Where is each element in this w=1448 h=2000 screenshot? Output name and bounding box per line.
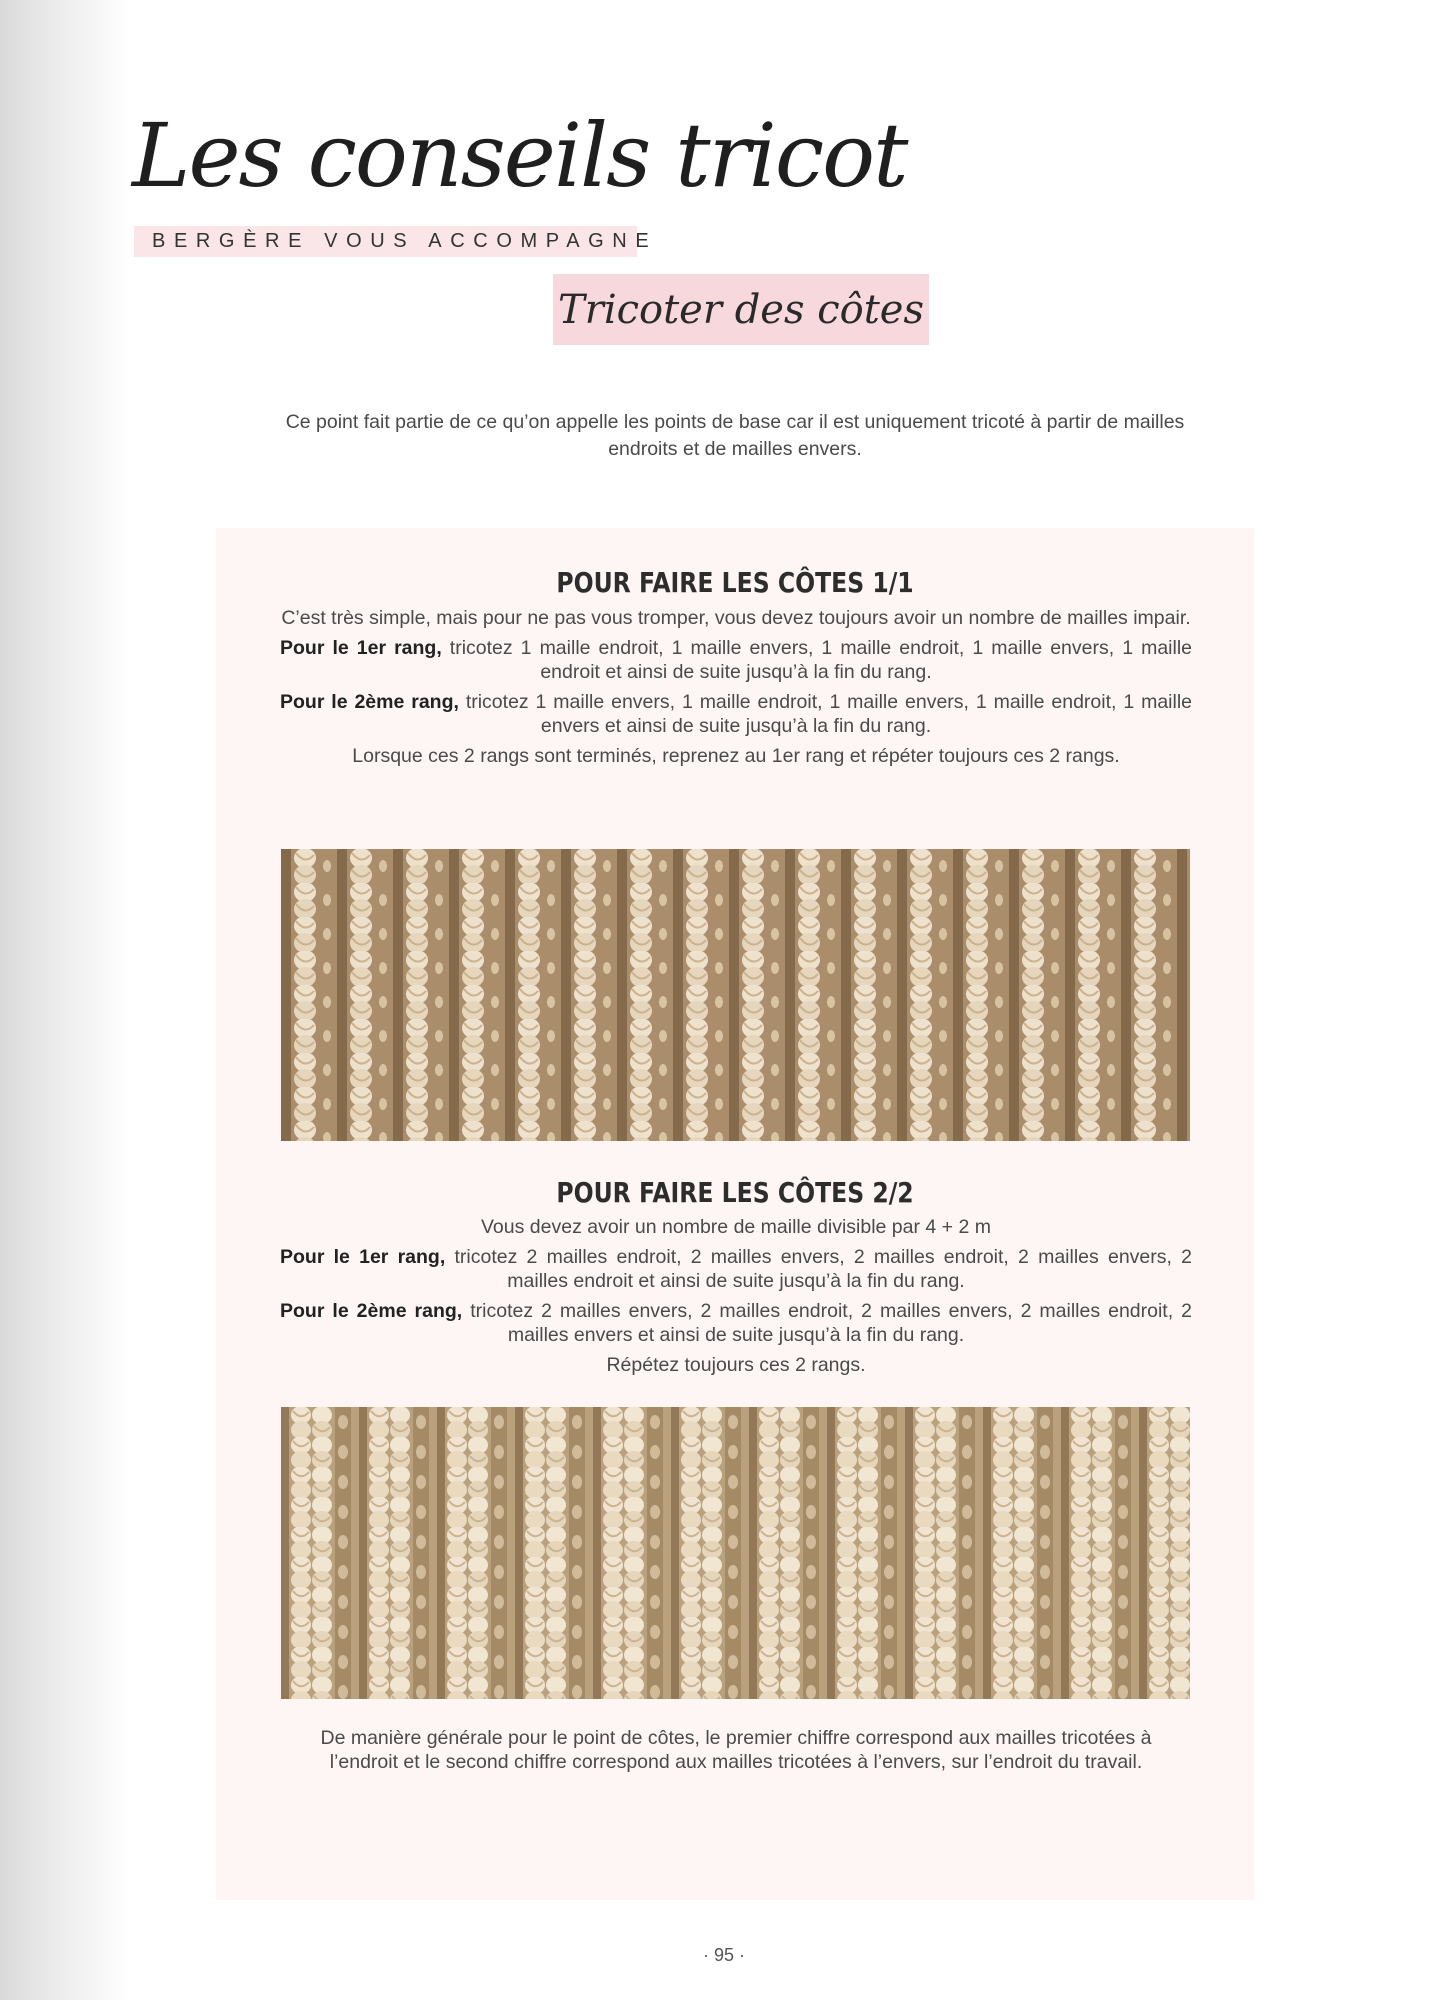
general-note: De manière générale pour le point de côtes, le premier chiffre correspond aux mailles tricotées à l’endroit et le second chiffre correspond aux mailles tricotées à l’envers, sur l’endroit du travail. — [320, 1727, 1152, 1773]
rib-2-2-row1 — [280, 1245, 1192, 1293]
rib-1-1-row1-text: tricotez 1 maille endroit, 1 maille envers, 1 maille endroit, 1 maille envers, 1 maille endroit et ainsi de suite jusqu’à la fin du rang. — [449, 637, 1193, 683]
rib-2-2-row2-text: tricotez 2 mailles envers, 2 mailles endroit, 2 mailles envers, 2 mailles endroit, 2 mailles envers et ainsi de suite jusqu’à la fin du rang. — [470, 1300, 1192, 1346]
rib-2-2-row2-label: Pour le 2ème rang, — [280, 1300, 463, 1322]
page-title: Les conseils tricot — [132, 104, 907, 207]
rib-1-1-photo — [281, 849, 1190, 1141]
page-gutter-shadow — [0, 0, 130, 2000]
page-subtitle: BERGÈRE VOUS ACCOMPAGNE — [152, 230, 658, 252]
knit-texture-2-2 — [281, 1407, 1190, 1699]
rib-2-2-instructions — [280, 1215, 1192, 1377]
rib-1-1-row1 — [280, 636, 1192, 684]
rib-1-1-instructions — [280, 606, 1192, 768]
rib-2-2-closing: Répétez toujours ces 2 rangs. — [606, 1354, 866, 1376]
rib-2-2-heading: POUR FAIRE LES CÔTES 2/2 — [556, 1176, 914, 1209]
rib-1-1-row2 — [280, 690, 1192, 738]
intro-paragraph: Ce point fait partie de ce qu’on appelle les points de base car il est uniquement tricoté à partir de mailles endroits et de mailles envers. — [285, 411, 1185, 460]
rib-2-2-intro: Vous devez avoir un nombre de maille divisible par 4 + 2 m — [481, 1216, 991, 1238]
rib-2-2-row2 — [280, 1299, 1192, 1347]
rib-1-1-row2-text: tricotez 1 maille envers, 1 maille endroit, 1 maille envers, 1 maille endroit, 1 maille envers et ainsi de suite jusqu’à la fin du rang. — [465, 691, 1192, 737]
section-title: Tricoter des côtes — [558, 287, 924, 333]
knit-texture-1-1 — [281, 849, 1190, 1141]
rib-1-1-row1-label: Pour le 1er rang, — [280, 637, 442, 659]
rib-1-1-row2-label: Pour le 2ème rang, — [280, 691, 459, 713]
page-number: · 95 · — [702, 1945, 745, 1965]
rib-2-2-photo — [281, 1407, 1190, 1699]
rib-2-2-row1-text: tricotez 2 mailles endroit, 2 mailles envers, 2 mailles endroit, 2 mailles envers, 2 mailles endroit et ainsi de suite jusqu’à la fin du rang. — [454, 1246, 1192, 1292]
rib-1-1-closing: Lorsque ces 2 rangs sont terminés, reprenez au 1er rang et répéter toujours ces 2 rangs. — [352, 745, 1120, 767]
rib-1-1-heading: POUR FAIRE LES CÔTES 1/1 — [556, 566, 914, 599]
rib-2-2-row1-label: Pour le 1er rang, — [280, 1246, 446, 1268]
rib-1-1-intro: C’est très simple, mais pour ne pas vous tromper, vous devez toujours avoir un nombre de mailles impair. — [281, 607, 1191, 629]
